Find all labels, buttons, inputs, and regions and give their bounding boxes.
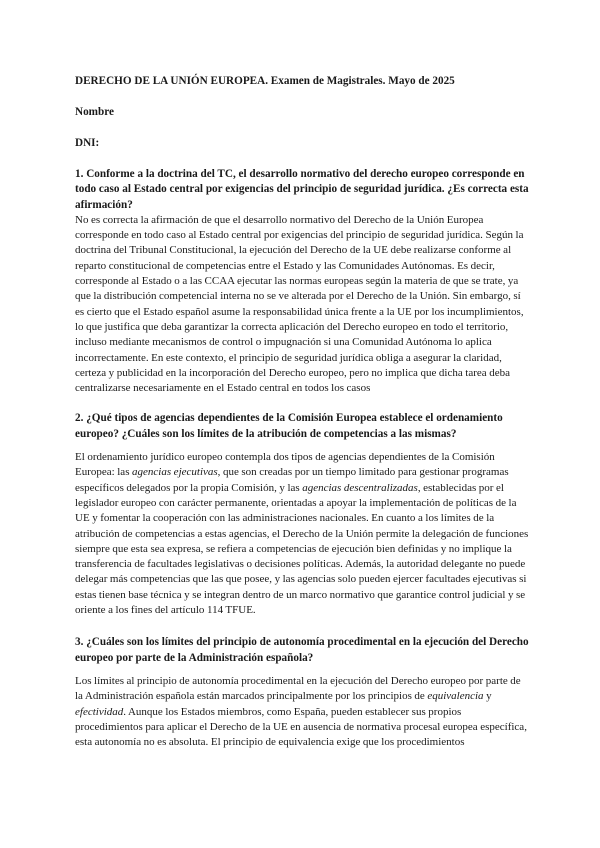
- document-title: DERECHO DE LA UNIÓN EUROPEA. Examen de Magistrales. Mayo de 2025: [75, 75, 455, 87]
- answer-3-term-effectiveness: efectividad: [75, 705, 124, 718]
- answer-3-part-1: Los límites al principio de autonomía procedimental en la ejecución del Derecho europeo por parte de la Administración española están marcados principalmente por los principios de: [75, 674, 521, 703]
- question-1-text: 1. Conforme a la doctrina del TC, el desarrollo normativo del derecho europeo corresponde en todo caso al Estado central por exigencias del principio de seguridad jurídica. ¿Es correcta esta afirmación?: [75, 168, 529, 211]
- answer-2-term-executive-agencies: agencias ejecutivas: [132, 466, 218, 479]
- name-field-label: Nombre: [75, 106, 114, 118]
- answer-2-part-2: , que son creadas por un tiempo limitado para gestionar programas específicos delegados por la propia Comisión, y las: [75, 466, 509, 494]
- exam-document: [75, 74, 530, 750]
- question-block-2: [75, 411, 530, 618]
- question-3-text: 3. ¿Cuáles son los límites del principio de autonomía procedimental en la ejecución del Derecho europeo por parte de la Administración española?: [75, 636, 529, 664]
- dni-field-label: DNI:: [75, 137, 100, 149]
- answer-2-term-decentralised-agencies: agencias descentralizadas: [302, 481, 418, 494]
- answer-2-part-3: , establecidas por el legislador europeo con carácter permanente, orientadas a apoyar la implementación de políticas de la UE y fomentar la cooperación con las administraciones nacionales. En cuanto a los límites de la atribución de competencias a estas agencias, el Derecho de la Unión permite la delegación de funciones siempre que esta sea expresa, se refiera a competencias de ejecución bien definidas y no implique la transferencia de facultades legislativas o decisiones políticas. Además, la autoridad delegante no puede delegar más competencias que las que posee, y las agencias solo pueden ejercer facultades ejecutivas si estas tienen base técnica y se integran dentro de un marco normativo que garantice control judicial y se oriente a los fines del artículo 114 TFUE.: [75, 481, 529, 617]
- answer-3-text: [75, 674, 530, 750]
- answer-2-text: [75, 450, 530, 618]
- answer-3-part-3: . Aunque los Estados miembros, como España, pueden establecer sus propios procedimientos para aplicar el Derecho de la UE en ausencia de normativa procesal europea específica, esta autonomía no es absoluta. El principio de equivalencia exige que los procedimientos: [75, 705, 527, 749]
- question-2-text: 2. ¿Qué tipos de agencias dependientes de la Comisión Europea establece el ordenamiento europeo? ¿Cuáles son los límites de la atribución de competencias a las mismas?: [75, 412, 503, 440]
- question-block-1: [75, 167, 530, 396]
- question-block-3: [75, 635, 530, 750]
- answer-3-part-2: y: [483, 690, 492, 703]
- answer-1-text: No es correcta la afirmación de que el desarrollo normativo del Derecho de la Unión Europea corresponde en todo caso al Estado central por exigencias del principio de seguridad jurídica. Según la doctrina del Tribunal Constitucional, la ejecución del Derecho de la UE debe realizarse conforme al reparto constitucional de competencias entre el Estado y las Comunidades Autónomas. Es decir, corresponde al Estado o a las CCAA ejecutar las normas europeas según la materia de que se trate, ya que la distribución competencial interna no se ve alterada por el Derecho de la Unión. Sin embargo, sí es cierto que el Estado español asume la responsabilidad única frente a la UE por los incumplimientos, lo que justifica que deba garantizar la correcta aplicación del Derecho europeo en todo el territorio, incluso mediante mecanismos de control o impugnación si una Comunidad Autónoma lo aplica incorrectamente. En este contexto, el principio de seguridad jurídica obliga a asegurar la claridad, certeza y publicidad en la incorporación del Derecho europeo, pero no implica que dicha tarea deba centralizarse necesariamente en el Estado central en todos los casos: [75, 213, 524, 395]
- answer-2-part-1: El ordenamiento jurídico europeo contempla dos tipos de agencias dependientes de la Comisión Europea: las: [75, 451, 495, 479]
- answer-3-term-equivalence: equivalencia: [427, 690, 484, 703]
